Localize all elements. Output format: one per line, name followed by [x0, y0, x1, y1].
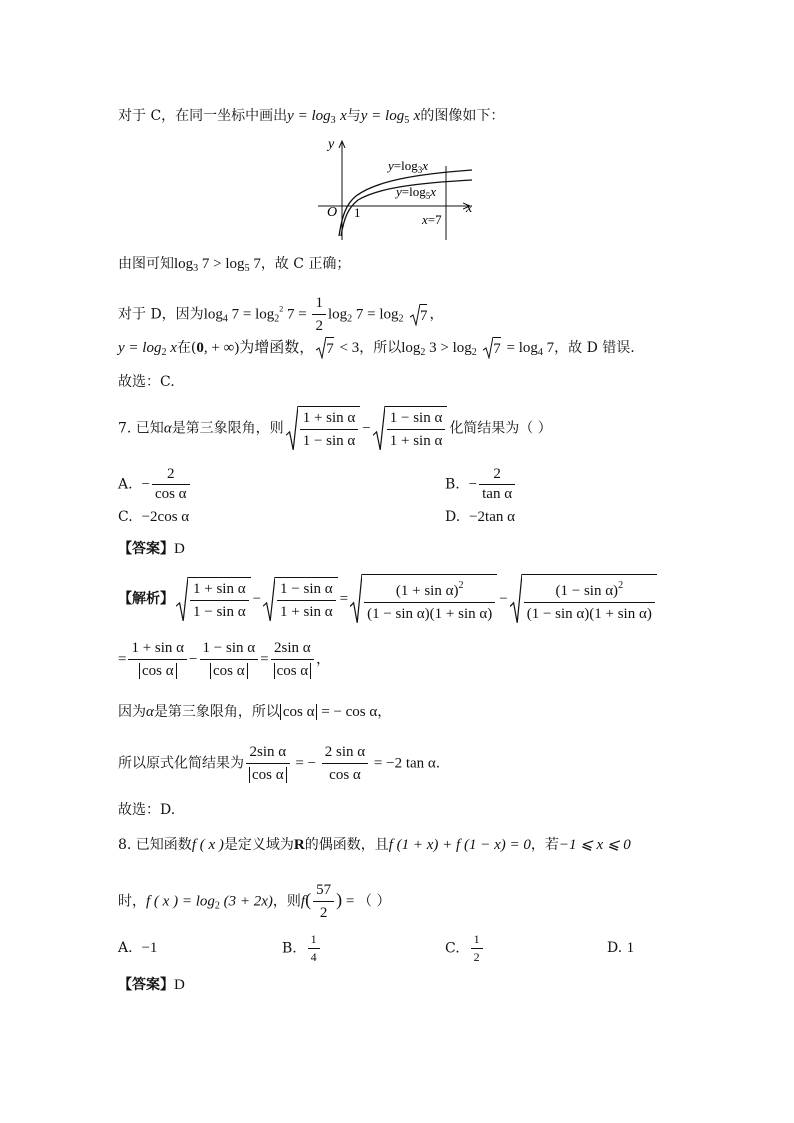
denominator: 2: [312, 314, 326, 336]
subscript: 2: [274, 313, 280, 325]
option-c[interactable]: [118, 509, 189, 526]
sqrt: [316, 337, 334, 359]
numerator: 1 + sin α: [131, 640, 185, 656]
math: x: [413, 108, 421, 124]
math: log: [203, 306, 223, 323]
fraction: [200, 638, 259, 681]
math: −: [252, 591, 262, 607]
denominator: cos α: [322, 763, 368, 785]
question-8-line2: 时，f ( x ) = $\log_2 (3 + 2x)$，则f( $\frac{57}{2}$ ) = （ ）: [118, 882, 391, 921]
sqrt-fraction: [373, 406, 448, 451]
math: 7 =: [283, 306, 311, 323]
subscript: 3: [330, 115, 336, 126]
numerator: 1: [310, 932, 317, 946]
answer-value: D: [174, 977, 185, 993]
x-axis-label: x: [466, 201, 473, 216]
subscript: 3: [193, 263, 199, 274]
option-label: B.: [282, 940, 297, 957]
text: 与: [346, 108, 361, 124]
math: −2tan α: [469, 509, 515, 525]
q7-solution-line2: [118, 638, 330, 681]
denominator: 2: [313, 901, 334, 923]
numerator: 1 + sin α: [193, 580, 246, 597]
math: log: [174, 256, 194, 272]
option-label: D.: [607, 940, 623, 956]
text: 的图像如下：: [420, 108, 505, 124]
option-c[interactable]: [445, 932, 485, 965]
numerator: 2sin α: [274, 640, 311, 656]
math: < 3: [335, 340, 360, 356]
numerator: 57: [316, 882, 332, 898]
answer-label: 【答案】: [118, 977, 174, 993]
math: log: [327, 306, 348, 323]
math: f: [300, 893, 306, 910]
text: ，所以: [359, 340, 402, 356]
text: 所以原式化简结果为: [118, 755, 244, 772]
para-d-line2: [118, 337, 635, 363]
math: = log: [502, 340, 538, 356]
question-8: [118, 835, 631, 855]
q7-solution-line4: [118, 742, 440, 785]
denominator: 1 − sin α: [300, 429, 359, 451]
option-a[interactable]: [118, 466, 192, 503]
sqrt-fraction: [510, 574, 657, 624]
math: 7 = log: [227, 306, 275, 323]
text: .: [435, 755, 441, 772]
denominator: cos α: [274, 663, 312, 679]
sqrt: [410, 304, 428, 326]
choose-c: 故选：C.: [118, 374, 175, 390]
sqrt: [483, 337, 501, 359]
math: R: [293, 837, 305, 853]
math: 7 > log: [198, 256, 245, 272]
fraction: [271, 638, 315, 681]
text: 时，: [118, 893, 146, 910]
math: =: [118, 651, 127, 668]
text: 因为: [118, 704, 146, 720]
y-axis-label: y: [328, 137, 335, 152]
fraction: [152, 466, 190, 503]
option-label: B.: [445, 476, 460, 493]
line-x7-label: x=7: [422, 212, 442, 227]
math: 1: [626, 940, 635, 956]
text: ，故 D 错误.: [554, 340, 635, 356]
math: −1: [141, 940, 158, 956]
math: 7 = log: [352, 306, 399, 323]
superscript: 2: [458, 580, 464, 591]
fraction: [246, 742, 290, 785]
subscript: 4: [222, 313, 228, 325]
denominator: 1 + sin α: [387, 429, 446, 451]
denominator: 4: [308, 948, 320, 965]
option-label: A.: [118, 940, 133, 956]
radicand: 7: [326, 337, 334, 359]
math: 7: [542, 340, 555, 356]
answer-label: 【答案】: [118, 541, 174, 557]
denominator: (1 − sin α)(1 + sin α): [524, 602, 655, 624]
math: −: [499, 591, 508, 607]
math: −: [362, 420, 371, 437]
option-d[interactable]: [445, 509, 515, 526]
math: 0: [196, 340, 204, 356]
text: 对于 C，在同一坐标中画出: [118, 108, 288, 124]
numerator: 1: [315, 295, 323, 311]
sqrt-fraction: [263, 577, 338, 622]
denominator: tan α: [479, 484, 515, 503]
math: (3 + 2x): [219, 893, 273, 910]
subscript: 2: [214, 900, 220, 912]
sqrt-fraction: [176, 577, 251, 622]
math: y = log: [118, 340, 162, 356]
numerator: 2sin α: [249, 744, 287, 760]
option-a[interactable]: [118, 940, 157, 957]
numerator: (1 − sin α): [555, 583, 619, 599]
subscript: 2: [471, 347, 477, 358]
numerator: 1 − sin α: [389, 410, 443, 426]
choose-d: 故选：D.: [118, 802, 176, 818]
numerator: 2 sin α: [324, 744, 366, 760]
math: y = log: [360, 108, 405, 124]
para-c-intro: [118, 106, 504, 131]
text: 是第三象限角，所以: [153, 704, 280, 720]
superscript: 2: [279, 304, 284, 314]
math: x: [166, 340, 177, 356]
math: −1 ⩽ x ⩽ 0: [558, 837, 631, 853]
q7-answer: [118, 539, 185, 559]
option-b[interactable]: [282, 932, 322, 965]
subscript: 5: [244, 263, 250, 274]
math: 3 > log: [425, 340, 472, 356]
numerator: 2: [166, 466, 175, 482]
text: ，: [429, 306, 444, 323]
math: y = log: [287, 108, 331, 124]
math: α: [163, 420, 172, 437]
text: 7. 已知: [118, 420, 164, 437]
math: f ( x ) = log: [146, 893, 215, 910]
para-d: [118, 293, 443, 336]
denominator: 1 − sin α: [190, 600, 249, 622]
math: 7: [249, 256, 261, 272]
answer-value: D: [174, 541, 185, 557]
q7-solution: [118, 574, 659, 624]
curve-log3-label: $y=\log_3x$: [388, 158, 429, 175]
text: ，: [316, 651, 331, 668]
math: f (1 + x) + f (1 − x) = 0: [388, 837, 531, 853]
denominator: 2: [471, 948, 483, 965]
sqrt-fraction: [286, 406, 361, 451]
curve-log5-label: $y=\log_5x$: [396, 184, 437, 201]
text: 8. 已知函数: [118, 837, 192, 853]
text: ，故 C 正确；: [260, 256, 351, 272]
numerator: (1 + sin α): [395, 583, 459, 599]
radicand: 7: [420, 304, 428, 326]
math: =: [339, 591, 349, 607]
text: ，则: [272, 893, 301, 910]
fraction: [308, 932, 320, 965]
numerator: 2: [493, 466, 501, 482]
subscript: 4: [537, 347, 543, 358]
numerator: 1: [473, 932, 480, 946]
subscript: 2: [420, 347, 426, 358]
origin-label: O: [327, 205, 338, 220]
math: = −2 tan α: [370, 755, 436, 772]
option-label: C.: [445, 940, 460, 957]
denominator: cos α: [152, 484, 190, 503]
math: =: [260, 651, 269, 668]
text: 是第三象限角，则: [171, 420, 284, 437]
math: −: [141, 476, 150, 493]
subscript: 2: [398, 313, 404, 325]
fraction: [313, 880, 334, 923]
numerator: 1 − sin α: [202, 640, 256, 656]
text: （ ）: [358, 893, 391, 910]
fraction: [128, 638, 187, 681]
text: 化简结果为（ ）: [449, 420, 552, 437]
tick-one-label: 1: [354, 205, 361, 220]
denominator: cos α: [249, 767, 287, 783]
q7-solution-line3: [118, 702, 391, 722]
sqrt-fraction: [350, 574, 497, 624]
question-7: [118, 406, 552, 451]
solution-label: 【解析】: [118, 591, 174, 607]
numerator: 1 − sin α: [280, 580, 333, 597]
option-label: A.: [118, 476, 133, 493]
math: x: [340, 108, 347, 124]
math: = −: [291, 755, 320, 772]
curve-log3: [339, 170, 472, 236]
math: −: [189, 651, 198, 668]
option-b[interactable]: [445, 466, 517, 503]
denominator: 1 + sin α: [277, 600, 336, 622]
subscript: 5: [404, 115, 410, 126]
math: −2cos α: [141, 509, 190, 525]
option-label: C.: [118, 509, 133, 525]
math: −: [468, 476, 478, 493]
math: = − cos α: [317, 704, 378, 720]
denominator: (1 − sin α)(1 + sin α): [364, 602, 495, 624]
radicand: 7: [493, 337, 501, 359]
option-d[interactable]: [607, 940, 634, 957]
text: 由图可知: [118, 256, 174, 272]
q8-answer: [118, 975, 185, 995]
denominator: cos α: [210, 663, 248, 679]
text: 是定义域为: [223, 837, 294, 853]
subscript: 2: [161, 347, 167, 358]
text: 对于 D，因为: [118, 306, 204, 323]
text: 在(: [176, 340, 197, 356]
math: f ( x ): [191, 837, 224, 853]
denominator: cos α: [139, 663, 177, 679]
math: log: [401, 340, 421, 356]
log-graph: [316, 136, 480, 244]
text: ，: [377, 704, 392, 720]
option-label: D.: [445, 509, 461, 525]
subscript: 2: [347, 313, 353, 325]
superscript: 2: [618, 580, 624, 591]
conclusion-c: [118, 254, 350, 279]
fraction: [479, 466, 515, 503]
text: ，若: [530, 837, 559, 853]
math: , + ∞)为增函数，: [203, 340, 315, 356]
fraction: [322, 742, 368, 785]
math: cos α: [280, 704, 318, 720]
math: α: [146, 704, 154, 720]
numerator: 1 + sin α: [302, 410, 356, 426]
fraction-half: [312, 293, 326, 336]
text: 的偶函数，且: [304, 837, 389, 853]
math: =: [342, 893, 359, 910]
fraction: [471, 932, 483, 965]
